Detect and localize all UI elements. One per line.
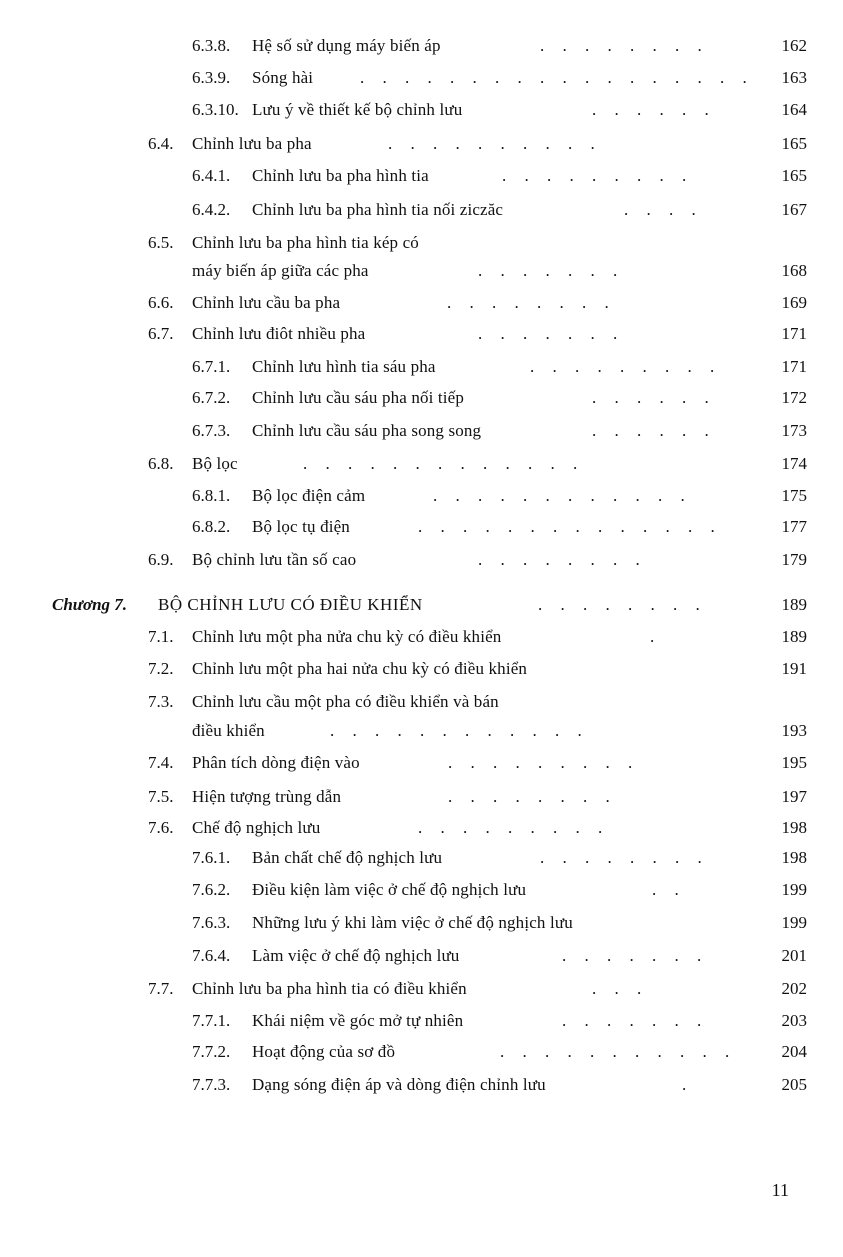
toc-entry-7-6-4 <box>0 943 843 969</box>
dot-leader: . . . . . . . . . . . . <box>330 721 589 740</box>
toc-entry-number: 7.4. <box>148 753 174 772</box>
toc-entry-7-1 <box>0 624 843 650</box>
toc-entry-6-9 <box>0 547 843 573</box>
toc-entry-page: 195 <box>781 753 807 772</box>
toc-entry-title: Bộ lọc điện cảm <box>252 486 366 505</box>
dot-leader: . . . . . . . <box>562 946 709 965</box>
toc-entry-6-6 <box>0 290 843 316</box>
toc-entry-number: 6.7.3. <box>192 421 231 440</box>
toc-entry-page: 205 <box>781 1075 807 1094</box>
dot-leader: . . . . . . . . . <box>448 753 640 772</box>
toc-entry-title: Làm việc ở chế độ nghịch lưu <box>252 946 460 965</box>
toc-entry-page: 199 <box>781 913 807 932</box>
toc-entry-page: 168 <box>781 261 807 280</box>
toc-entry-number: 6.3.10. <box>192 100 239 119</box>
toc-entry-number: 6.6. <box>148 293 174 312</box>
toc-entry-title: điều khiển <box>192 721 265 740</box>
toc-entry-7-3-cont <box>0 718 843 744</box>
toc-entry-page: 167 <box>781 200 807 219</box>
toc-entry-title: Chỉnh lưu cầu sáu pha nối tiếp <box>252 388 465 407</box>
toc-entry-6-4-1 <box>0 163 843 189</box>
toc-entry-ch7 <box>0 592 843 618</box>
toc-entry-7-6-1 <box>0 845 843 871</box>
toc-entry-page: 164 <box>781 100 807 119</box>
dot-leader: . . . . . . . . <box>540 36 709 55</box>
toc-entry-number: 7.6. <box>148 818 174 837</box>
toc-entry-6-3-10 <box>0 97 843 123</box>
toc-entry-page: 163 <box>781 68 807 87</box>
toc-entry-page: 165 <box>781 134 807 153</box>
toc-entry-page: 172 <box>781 388 807 407</box>
toc-entry-6-3-8 <box>0 33 843 59</box>
toc-entry-number: 7.6.3. <box>192 913 231 932</box>
toc-entry-page: 198 <box>781 818 807 837</box>
dot-leader: . . . . . . . <box>478 261 625 280</box>
toc-entry-6-7-3 <box>0 418 843 444</box>
toc-entry-7-7 <box>0 976 843 1002</box>
toc-entry-number: 6.5. <box>148 233 174 252</box>
toc-entry-7-6-2 <box>0 877 843 903</box>
toc-entry-number: 7.6.1. <box>192 848 231 867</box>
chapter-prefix: Chương 7. <box>52 595 128 614</box>
toc-entry-page: 175 <box>781 486 807 505</box>
dot-leader: . . . . . . . . . . . . . . . . . . <box>360 68 754 87</box>
toc-entry-title: Chỉnh lưu ba pha hình tia kép có <box>192 233 419 252</box>
toc-entry-6-5-cont <box>0 258 843 284</box>
toc-entry-6-7-2 <box>0 385 843 411</box>
toc-entry-6-8-1 <box>0 483 843 509</box>
toc-entry-page: 162 <box>781 36 807 55</box>
toc-entry-page: 174 <box>781 454 807 473</box>
toc-entry-7-4 <box>0 750 843 776</box>
toc-entry-page: 201 <box>781 946 807 965</box>
toc-entry-title: Chỉnh lưu điôt nhiều pha <box>192 324 366 343</box>
toc-entry-number: 6.7.2. <box>192 388 231 407</box>
toc-entry-page: 189 <box>781 595 807 614</box>
toc-entry-6-5 <box>0 230 843 256</box>
toc-entry-7-2 <box>0 656 843 682</box>
dot-leader: . . . . . . . . <box>447 293 616 312</box>
toc-entry-title: Chỉnh lưu ba pha hình tia <box>252 166 429 185</box>
toc-entry-page: 191 <box>781 659 807 678</box>
toc-entry-title: Khái niệm về góc mở tự nhiên <box>252 1011 464 1030</box>
toc-entry-number: 7.3. <box>148 692 174 711</box>
dot-leader: . . . <box>592 979 649 998</box>
toc-entry-number: 6.7.1. <box>192 357 231 376</box>
toc-entry-title: Điều kiện làm việc ở chế độ nghịch lưu <box>252 880 527 899</box>
toc-entry-page: 198 <box>781 848 807 867</box>
toc-entry-6-7-1 <box>0 354 843 380</box>
toc-entry-page: 171 <box>781 324 807 343</box>
page-number: 11 <box>771 1180 789 1200</box>
toc-entry-number: 7.7.1. <box>192 1011 231 1030</box>
dot-leader: . . . . . . . . . . . . . <box>303 454 585 473</box>
dot-leader: . . . . . . . . . . . . . . <box>418 517 722 536</box>
toc-entry-title: Chỉnh lưu ba pha <box>192 134 312 153</box>
toc-entry-title: Chỉnh lưu cầu sáu pha song song <box>252 421 482 440</box>
toc-entry-title: Hoạt động của sơ đồ <box>252 1042 396 1061</box>
dot-leader: . <box>650 627 662 646</box>
toc-entry-6-4-2 <box>0 197 843 223</box>
toc-entry-title: Chỉnh lưu cầu ba pha <box>192 293 341 312</box>
toc-entry-page: 171 <box>781 357 807 376</box>
toc-entry-6-4 <box>0 131 843 157</box>
toc-entry-title: Bộ lọc <box>192 454 238 473</box>
toc-entry-number: 6.7. <box>148 324 174 343</box>
toc-entry-number: 7.6.4. <box>192 946 231 965</box>
toc-entry-number: 6.9. <box>148 550 174 569</box>
toc-entry-6-8 <box>0 451 843 477</box>
toc-entry-page: 199 <box>781 880 807 899</box>
toc-entry-7-7-1 <box>0 1008 843 1034</box>
chapter-title: BỘ CHỈNH LƯU CÓ ĐIỀU KHIỂN <box>158 595 423 614</box>
dot-leader: . . . . <box>624 200 703 219</box>
dot-leader: . . . . . . . . . <box>502 166 694 185</box>
dot-leader: . . . . . . . . <box>478 550 647 569</box>
toc-entry-title: Lưu ý về thiết kế bộ chỉnh lưu <box>252 100 463 119</box>
toc-entry-number: 7.6.2. <box>192 880 231 899</box>
toc-entry-6-3-9 <box>0 65 843 91</box>
dot-leader: . . . . . . . <box>562 1011 709 1030</box>
toc-entry-page: 202 <box>781 979 807 998</box>
toc-entry-title: Phân tích dòng điện vào <box>192 753 360 772</box>
toc-entry-title: Những lưu ý khi làm việc ở chế độ nghịch lưu <box>252 913 573 932</box>
toc-entry-title: Chỉnh lưu một pha hai nửa chu kỳ có điều khiển <box>192 659 528 678</box>
toc-entry-number: 6.4.1. <box>192 166 231 185</box>
dot-leader: . . . . . . <box>592 388 716 407</box>
dot-leader: . . . . . . . . . <box>530 357 722 376</box>
toc-entry-title: Chỉnh lưu hình tia sáu pha <box>252 357 436 376</box>
dot-leader: . . . . . . . . <box>540 848 709 867</box>
toc-entry-page: 197 <box>781 787 807 806</box>
toc-entry-title: Bộ chỉnh lưu tần số cao <box>192 550 357 569</box>
toc-entry-7-3 <box>0 689 843 715</box>
toc-entry-number: 6.4. <box>148 134 174 153</box>
toc-entry-6-8-2 <box>0 514 843 540</box>
dot-leader: . . . . . . . . . . . . <box>433 486 692 505</box>
dot-leader: . <box>682 1075 694 1094</box>
toc-entry-number: 7.2. <box>148 659 174 678</box>
toc-entry-number: 7.5. <box>148 787 174 806</box>
dot-leader: . . . . . . . <box>478 324 625 343</box>
toc-entry-number: 6.4.2. <box>192 200 231 219</box>
dot-leader: . . . . . . <box>592 100 716 119</box>
toc-entry-page: 189 <box>781 627 807 646</box>
toc-entry-number: 6.8.1. <box>192 486 231 505</box>
toc-entry-page: 179 <box>781 550 807 569</box>
toc-entry-7-6 <box>0 815 843 841</box>
toc-entry-title: Chỉnh lưu một pha nửa chu kỳ có điều khiển <box>192 627 502 646</box>
dot-leader: . . . . . . . . . <box>418 818 610 837</box>
toc-entry-6-7 <box>0 321 843 347</box>
dot-leader: . . . . . . . . . . <box>388 134 602 153</box>
toc-entry-number: 6.8.2. <box>192 517 231 536</box>
toc-entry-7-6-3 <box>0 910 843 936</box>
toc-entry-number: 7.1. <box>148 627 174 646</box>
toc-entry-number: 7.7.2. <box>192 1042 231 1061</box>
toc-entry-number: 7.7.3. <box>192 1075 231 1094</box>
toc-entry-number: 7.7. <box>148 979 174 998</box>
toc-entry-7-7-2 <box>0 1039 843 1065</box>
toc-entry-page: 173 <box>781 421 807 440</box>
toc-entry-title: Chỉnh lưu ba pha hình tia nối ziczăc <box>252 200 504 219</box>
toc-entry-title: Dạng sóng điện áp và dòng điện chỉnh lưu <box>252 1075 546 1094</box>
toc-entry-title: Chỉnh lưu ba pha hình tia có điều khiển <box>192 979 467 998</box>
toc-entry-title: Chế độ nghịch lưu <box>192 818 321 837</box>
toc-entry-page: 169 <box>781 293 807 312</box>
toc-entry-page: 203 <box>781 1011 807 1030</box>
toc-entry-title: Hiện tượng trùng dẫn <box>192 787 342 806</box>
toc-entry-title: Hệ số sử dụng máy biến áp <box>252 36 441 55</box>
toc-entry-page: 204 <box>781 1042 807 1061</box>
dot-leader: . . . . . . <box>592 421 716 440</box>
toc-entry-title: Sóng hài <box>252 68 314 87</box>
toc-entry-title: máy biến áp giữa các pha <box>192 261 369 280</box>
toc-entry-page: 177 <box>781 517 807 536</box>
toc-entry-title: Bộ lọc tụ điện <box>252 517 350 536</box>
toc-entry-7-7-3 <box>0 1072 843 1098</box>
toc-entry-page: 193 <box>781 721 807 740</box>
toc-entry-number: 6.3.9. <box>192 68 231 87</box>
dot-leader: . . . . . . . . . . . <box>500 1042 737 1061</box>
toc-entry-number: 6.3.8. <box>192 36 231 55</box>
toc-entry-page: 165 <box>781 166 807 185</box>
toc-entry-7-5 <box>0 784 843 810</box>
toc-entry-number: 6.8. <box>148 454 174 473</box>
dot-leader: . . <box>652 880 686 899</box>
toc-entry-title: Bản chất chế độ nghịch lưu <box>252 848 443 867</box>
toc-entry-title: Chỉnh lưu cầu một pha có điều khiển và bán <box>192 692 499 711</box>
dot-leader: . . . . . . . . <box>538 595 707 614</box>
dot-leader: . . . . . . . . <box>448 787 617 806</box>
